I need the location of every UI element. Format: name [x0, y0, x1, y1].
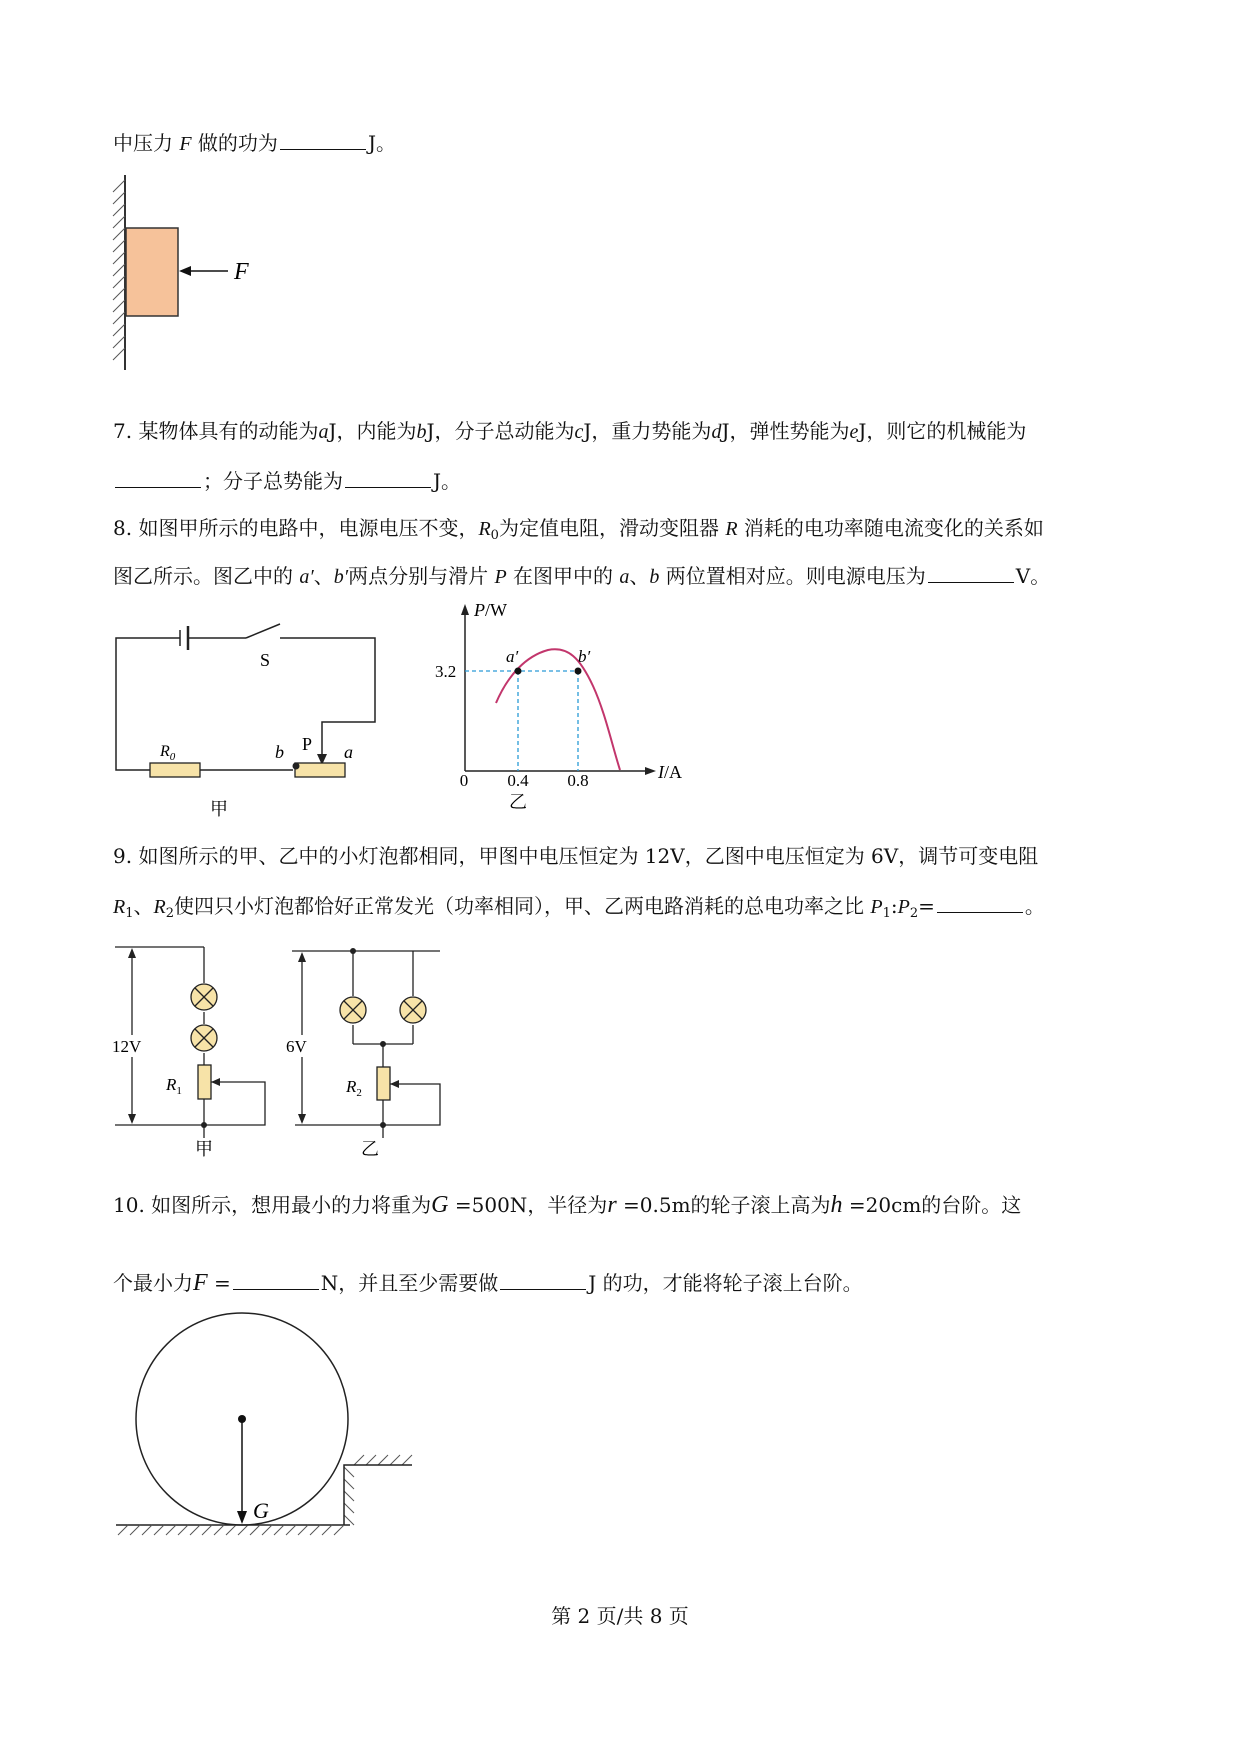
y-axis-unit: /W — [485, 600, 507, 620]
figure-circuit-jia — [100, 620, 400, 820]
q10-line1: 10. 如图所示，想用最小的力将重为G =500N，半径为r =0.5m的轮子滚上高为h =20cm的台阶。这 — [113, 1192, 1022, 1218]
answer-blank[interactable] — [233, 1271, 319, 1290]
text: J。 — [367, 131, 396, 155]
q8-line1: 8. 如图甲所示的电路中，电源电压不变，$R_0$为定值电阻，滑动变阻器 R 消耗的电功率随电流变化的关系如 — [113, 516, 1044, 543]
answer-blank[interactable] — [500, 1271, 586, 1290]
answer-blank[interactable] — [115, 469, 201, 488]
figure-graph-yi — [430, 600, 690, 820]
q8-line2: 图乙所示。图乙中的 a′、b′两点分别与滑片 P 在图甲中的 a、b 两位置相对应。则电源电压为 V。 — [113, 564, 1051, 588]
figure-lamps-jia — [100, 940, 280, 1160]
point-b-prime: b′ — [578, 647, 591, 666]
q7-line1: 7. 某物体具有的动能为aJ，内能为bJ，分子总动能为cJ，重力势能为dJ，弹性势能为eJ，则它的机械能为 — [113, 419, 1027, 443]
text: 中压力 — [113, 131, 180, 155]
text: 做的功为 — [191, 131, 278, 155]
power-curve — [496, 649, 620, 770]
q10-line2: 个最小力F = N，并且至少需要做 J 的功，才能将轮子滚上台阶。 — [113, 1270, 863, 1296]
figure-lamps-yi — [286, 940, 460, 1160]
gravity-label: G — [253, 1498, 269, 1523]
svg-text:R0: $R_0$ — [160, 743, 176, 763]
svg-text:I/A — [657, 762, 682, 782]
answer-blank[interactable] — [280, 131, 366, 150]
label-a: a — [344, 742, 353, 762]
answer-blank[interactable] — [937, 894, 1023, 913]
resistor-R1 — [198, 1065, 211, 1099]
x-axis-var: I — [658, 762, 664, 782]
svg-text:P/W — [473, 600, 507, 620]
voltage-6V: 6V — [286, 1037, 307, 1056]
page-footer: 第 2 页/共 8 页 — [551, 1604, 689, 1628]
x-tick-2: 0.8 — [567, 771, 589, 790]
force-label: F — [234, 259, 249, 285]
resistor-R0 — [150, 763, 200, 777]
caption-jia: 甲 — [210, 799, 228, 819]
caption-yi: 乙 — [509, 792, 527, 812]
q9-line2: $R_1$、$R_2$使四只小灯泡都恰好正常发光（功率相同），甲、乙两电路消耗的总电功率之比 $P_1:P_2=$ 。 — [113, 894, 1045, 921]
block — [126, 228, 178, 316]
x-axis-unit: /A — [664, 762, 682, 782]
origin: 0 — [459, 771, 469, 790]
figure-wheel-step — [110, 1320, 430, 1560]
caption-yi: 乙 — [361, 1139, 379, 1159]
answer-blank[interactable] — [928, 564, 1014, 583]
y-tick: 3.2 — [435, 662, 457, 681]
svg-text:R1: $R_1$ — [166, 1075, 182, 1097]
switch-label: S — [260, 650, 271, 670]
label-R2: R — [346, 1077, 357, 1096]
svg-text:R2: $R_2$ — [346, 1077, 362, 1099]
label-P: P — [302, 734, 313, 754]
rheostat — [295, 763, 345, 777]
q9-line1: 9. 如图所示的甲、乙中的小灯泡都相同，甲图中电压恒定为 12V，乙图中电压恒定为 6V，调节可变电阻 — [113, 844, 1039, 868]
resistor-R2 — [377, 1067, 390, 1100]
answer-blank[interactable] — [345, 469, 431, 488]
voltage-12V: 12V — [112, 1037, 142, 1056]
q6-tail-line — [113, 130, 396, 157]
label-R0: R — [160, 743, 170, 760]
x-tick-1: 0.4 — [507, 771, 529, 790]
label-b: b — [275, 742, 284, 762]
var-F: F — [179, 133, 192, 155]
caption-jia: 甲 — [195, 1139, 213, 1159]
figure-block-wall — [100, 170, 280, 370]
point-a-prime: a′ — [506, 647, 519, 666]
label-R1: R — [166, 1075, 177, 1094]
y-axis-var: P — [474, 600, 485, 620]
q7-line2: ；分子总势能为 J。 — [113, 468, 461, 494]
